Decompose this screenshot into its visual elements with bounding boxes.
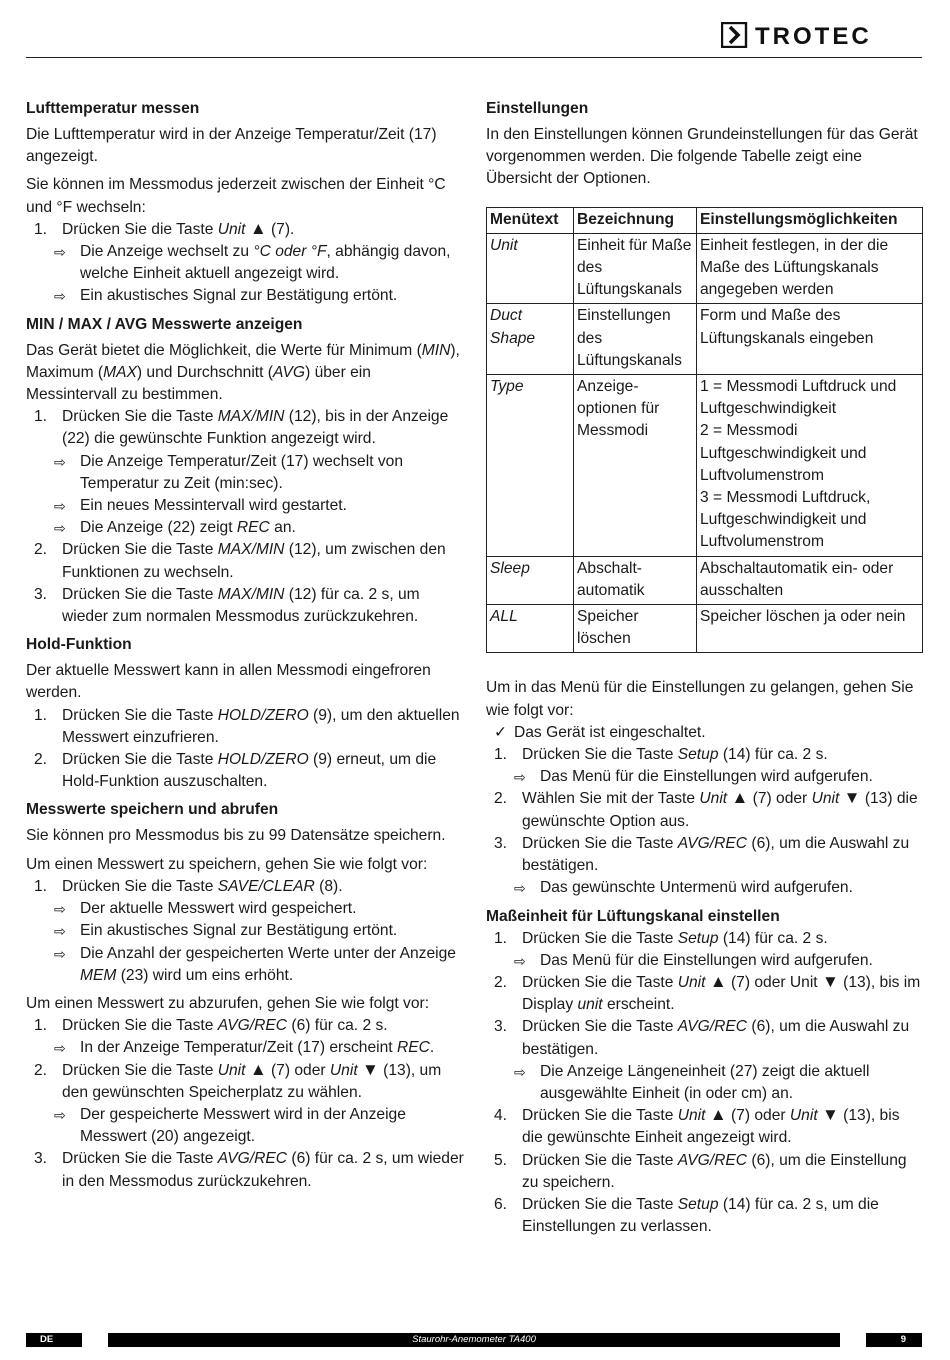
table-cell: Einheit für Maße des Lüftungskanals [574, 233, 697, 304]
table-cell: Duct Shape [487, 304, 574, 375]
up-triangle-icon: ▲ [709, 1105, 727, 1125]
table-cell: Unit [487, 233, 574, 304]
arrow-right-icon: ⇨ [54, 244, 66, 261]
step-item: 2. Drücken Sie die Taste HOLD/ZERO (9) erneut, um die Hold-Funktion auszuschalten. [34, 751, 437, 791]
section-title: Messwerte speichern und abrufen [26, 801, 279, 819]
footer-title: Staurohr-Anemometer TA400 [412, 1334, 536, 1345]
up-triangle-icon: ▲ [249, 1059, 267, 1079]
section-title: Hold-Funktion [26, 636, 132, 654]
table-cell: 1 = Messmodi Luftdruck und Luftgeschwindigkeit 2 = Messmodi Luftgeschwindigkeit und Luftvolumenstrom 3 = Messmodi Luftdruck, Luftgeschwindigkeit und Luftvolumenstrom [697, 375, 923, 557]
section-title: Lufttemperatur messen [26, 100, 200, 117]
arrow-right-icon: ⇨ [514, 1063, 526, 1080]
paragraph: Um in das Menü für die Einstellungen zu gelangen, gehen Sie wie folgt vor: [486, 679, 914, 719]
step-item: 3. Drücken Sie die Taste AVG/REC (6), um die Auswahl zu bestätigen. [494, 834, 910, 875]
down-triangle-icon: ▼ [821, 971, 839, 991]
arrow-right-icon: ⇨ [54, 288, 66, 305]
step-item: 1. Drücken Sie die Taste AVG/REC (6) für ca. 2 s. [34, 1017, 388, 1035]
step-item: 2. Wählen Sie mit der Taste Unit ▲ (7) oder Unit ▼ (13) die gewünschte Option aus. [494, 788, 918, 830]
table-row [487, 375, 923, 557]
column-header: Einstellungsmöglichkeiten [697, 207, 923, 233]
table-cell: Abschalt-automatik [574, 556, 697, 604]
table-cell: Type [487, 375, 574, 557]
step-item: 5. Drücken Sie die Taste AVG/REC (6), um die Einstellung zu speichern. [494, 1151, 907, 1191]
table-cell: Einstellungen des Lüftungskanals [574, 304, 697, 375]
result-item: ⇨ Das Menü für die Einstellungen wird aufgerufen. [486, 766, 922, 788]
paragraph: Sie können im Messmodus jederzeit zwischen der Einheit °C und °F wechseln: [26, 176, 446, 216]
paragraph: Die Lufttemperatur wird in der Anzeige Temperatur/Zeit (17) angezeigt. [26, 126, 437, 166]
step-item: 2. Drücken Sie die Taste Unit ▲ (7) oder Unit ▼ (13), um den gewünschten Speicherplatz zu wählen. [34, 1059, 442, 1101]
section-enter-settings [486, 677, 922, 899]
section-hold-function [26, 634, 466, 793]
section-settings [486, 98, 922, 191]
table-row [487, 304, 923, 375]
column-header: Menütext [487, 207, 574, 233]
table-cell: Anzeige-optionen für Messmodi [574, 375, 697, 557]
result-item: ⇨ Ein akustisches Signal zur Bestätigung ertönt. [26, 285, 466, 307]
result-item: ⇨ Ein neues Messintervall wird gestartet. [26, 495, 466, 517]
table-cell: ALL [487, 605, 574, 653]
precondition-item: ✓ Das Gerät ist eingeschaltet. [486, 722, 922, 744]
down-triangle-icon: ▼ [843, 788, 861, 808]
up-triangle-icon: ▲ [731, 788, 749, 808]
checkmark-icon: ✓ [494, 723, 508, 741]
step-item: 1. Drücken Sie die Taste MAX/MIN (12), bis in der Anzeige (22) die gewünschte Funktion angezeigt wird. [34, 408, 449, 448]
step-item: 2. Drücken Sie die Taste MAX/MIN (12), um zwischen den Funktionen zu wechseln. [34, 541, 446, 581]
trotec-logo [721, 22, 921, 48]
result-item: ⇨ Das Menü für die Einstellungen wird aufgerufen. [486, 950, 922, 972]
left-column [26, 98, 466, 1199]
down-triangle-icon: ▼ [362, 1059, 379, 1079]
table-cell: Abschaltautomatik ein- oder ausschalten [697, 556, 923, 604]
arrow-right-icon: ⇨ [54, 1040, 66, 1057]
result-item: ⇨ Die Anzeige Temperatur/Zeit (17) wechselt von Temperatur zu Zeit (min:sec). [54, 452, 404, 492]
right-column [486, 98, 922, 1244]
arrow-right-icon: ⇨ [54, 945, 66, 962]
result-item: ⇨ Das gewünschte Untermenü wird aufgerufen. [486, 877, 922, 899]
paragraph: In den Einstellungen können Grundeinstellungen für das Gerät vorgenommen werden. Die folgende Tabelle zeigt eine Übersicht der Optionen. [486, 126, 918, 188]
step-item: 6. Drücken Sie die Taste Setup (14) für ca. 2 s, um die Einstellungen zu verlassen. [494, 1195, 879, 1236]
table-cell: Speicher löschen [574, 605, 697, 653]
result-item: ⇨ Ein akustisches Signal zur Bestätigung ertönt. [26, 920, 466, 942]
arrow-right-icon: ⇨ [54, 1106, 66, 1123]
table-row [487, 556, 923, 604]
section-air-temperature [26, 98, 466, 308]
table-cell: Form und Maße des Lüftungskanals eingeben [697, 304, 923, 375]
table-cell: Speicher löschen ja oder nein [697, 605, 923, 653]
arrow-right-icon: ⇨ [54, 520, 66, 537]
section-title: Maßeinheit für Lüftungskanal einstellen [486, 907, 780, 925]
table-row [487, 605, 923, 653]
up-triangle-icon: ▲ [709, 971, 727, 991]
section-title: Einstellungen [486, 100, 589, 117]
step-item: 1. Drücken Sie die Taste Setup (14) für ca. 2 s. [494, 746, 828, 764]
result-item: ⇨ Der gespeicherte Messwert wird in der Anzeige Messwert (20) angezeigt. [54, 1105, 406, 1146]
page-number: 9 [900, 1334, 906, 1345]
step-item: 1. Drücken Sie die Taste SAVE/CLEAR (8). [34, 877, 343, 895]
step-item: 1. Drücken Sie die Taste Unit ▲ (7). [34, 218, 295, 238]
down-triangle-icon: ▼ [822, 1105, 839, 1125]
step-item: 1. Drücken Sie die Taste Setup (14) für ca. 2 s. [494, 929, 828, 947]
paragraph: Der aktuelle Messwert kann in allen Messmodi eingefroren werden. [26, 662, 431, 702]
result-item: ⇨ Die Anzeige wechselt zu °C oder °F, abhängig davon, welche Einheit aktuell angezeigt wird. [54, 243, 451, 283]
paragraph: Um einen Messwert zu abzurufen, gehen Sie wie folgt vor: [26, 994, 430, 1012]
step-item: 3. Drücken Sie die Taste AVG/REC (6) für ca. 2 s, um wieder in den Messmodus zurückzukehren. [34, 1150, 464, 1190]
step-item: 4. Drücken Sie die Taste Unit ▲ (7) oder Unit ▼ (13), bis die gewünschte Einheit angezeigt wird. [494, 1105, 900, 1147]
column-header: Bezeichnung [574, 207, 697, 233]
step-item: 3. Drücken Sie die Taste MAX/MIN (12) für ca. 2 s, um wieder zum normalen Messmodus zurückzukehren. [34, 585, 420, 626]
paragraph: Das Gerät bietet die Möglichkeit, die Werte für Minimum (MIN), Maximum (MAX) und Durchschnitt (AVG) über ein Messintervall zu bestimmen. [26, 341, 460, 404]
result-item: ⇨ Die Anzahl der gespeicherten Werte unter der Anzeige MEM (23) wird um eins erhöht. [54, 944, 456, 984]
arrow-right-icon: ⇨ [514, 769, 526, 786]
table-row [487, 233, 923, 304]
result-item: ⇨ Der aktuelle Messwert wird gespeichert. [26, 898, 466, 920]
up-triangle-icon: ▲ [249, 218, 267, 238]
table-header-row [487, 207, 923, 233]
result-item: ⇨ In der Anzeige Temperatur/Zeit (17) erscheint REC. [26, 1037, 466, 1059]
section-save-recall [26, 799, 466, 1192]
table-cell: Sleep [487, 556, 574, 604]
result-item: ⇨ Die Anzeige (22) zeigt REC an. [26, 517, 466, 539]
footer-bar [26, 1333, 922, 1347]
step-item: 3. Drücken Sie die Taste AVG/REC (6), um die Auswahl zu bestätigen. [494, 1018, 910, 1058]
table-cell: Einheit festlegen, in der die Maße des Lüftungskanals angegeben werden [697, 233, 923, 304]
paragraph: Um einen Messwert zu speichern, gehen Sie wie folgt vor: [26, 855, 428, 873]
arrow-right-icon: ⇨ [54, 923, 66, 940]
footer-language: DE [40, 1334, 54, 1345]
arrow-right-icon: ⇨ [54, 498, 66, 515]
paragraph: Sie können pro Messmodus bis zu 99 Datensätze speichern. [26, 827, 446, 845]
brand-text: TROTEC [755, 23, 872, 48]
arrow-right-icon: ⇨ [514, 952, 526, 969]
section-title: MIN / MAX / AVG Messwerte anzeigen [26, 315, 303, 333]
step-item: 1. Drücken Sie die Taste HOLD/ZERO (9), um den aktuellen Messwert einzufrieren. [34, 706, 460, 746]
result-item: ⇨ Die Anzeige Längeneinheit (27) zeigt die aktuell ausgewählte Einheit (in oder cm) an. [514, 1062, 870, 1102]
header-rule [26, 57, 922, 58]
step-item: 2. Drücken Sie die Taste Unit ▲ (7) oder Unit ▼ (13), bis im Display unit erscheint. [494, 971, 921, 1014]
arrow-right-icon: ⇨ [54, 453, 66, 470]
section-min-max-avg [26, 314, 466, 629]
section-duct-unit [486, 906, 922, 1239]
settings-table [486, 207, 923, 654]
arrow-right-icon: ⇨ [514, 880, 526, 897]
arrow-right-icon: ⇨ [54, 901, 66, 918]
